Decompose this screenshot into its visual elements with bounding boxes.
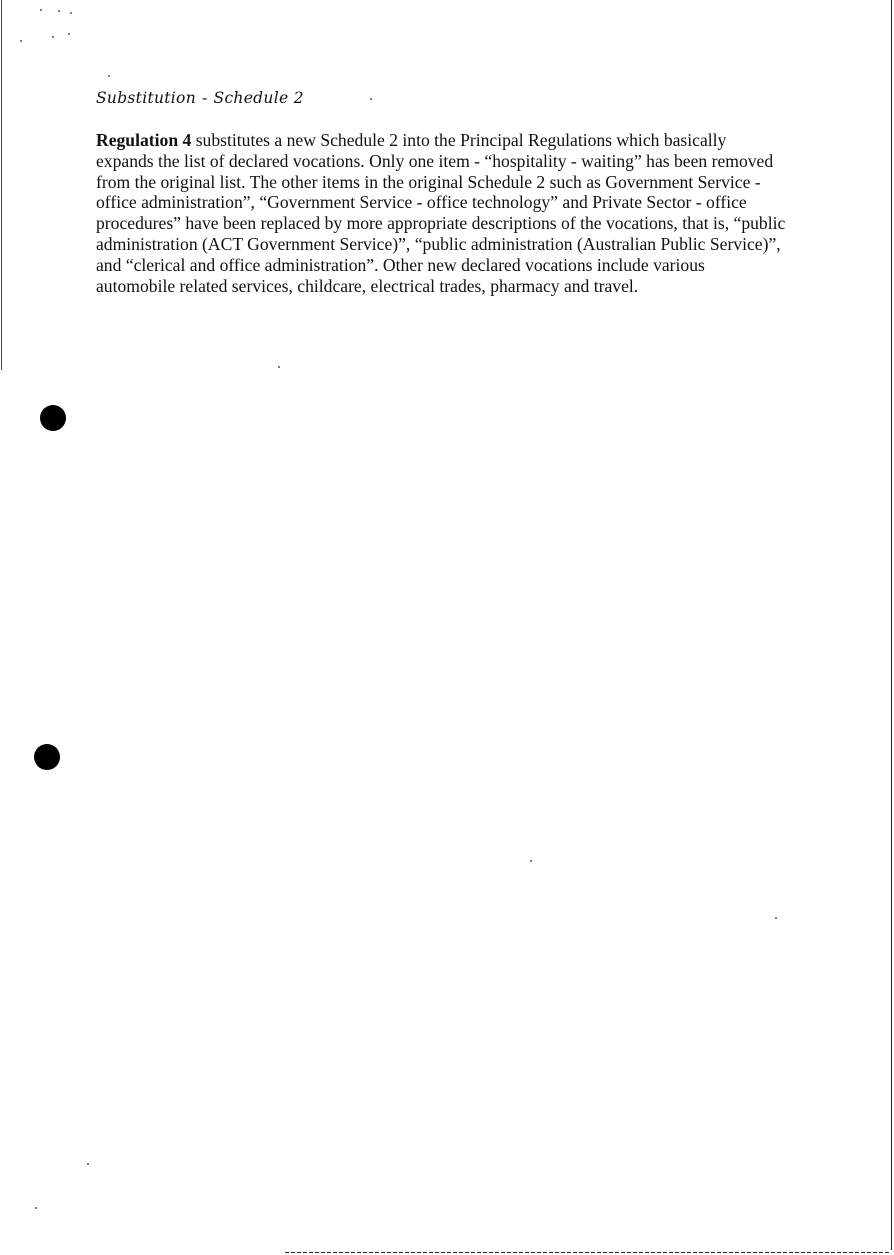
scan-speck — [52, 36, 54, 38]
heading-part-1: Substitution — [96, 89, 196, 107]
punch-hole — [40, 405, 66, 431]
heading-part-2: Schedule 2 — [213, 89, 304, 107]
scan-edge-bottom — [285, 1252, 890, 1253]
scan-edge-left — [1, 0, 2, 370]
heading-dash: - — [201, 89, 208, 107]
scan-speck — [370, 98, 372, 100]
punch-hole — [34, 744, 60, 770]
regulation-reference: Regulation 4 — [96, 130, 192, 150]
scan-speck — [70, 12, 72, 14]
scan-speck — [530, 860, 532, 862]
scan-speck — [20, 40, 22, 42]
scan-edge-right — [891, 0, 892, 1250]
body-paragraph — [96, 130, 786, 296]
scan-speck — [87, 1163, 89, 1165]
scan-speck — [35, 1207, 37, 1209]
paragraph-text: substitutes a new Schedule 2 into the Principal Regulations which basically expands the list of declared vocations. Only one item - “hospitality - waiting” has been removed from the original list. The other items in the original Schedule 2 such as Government Service - office administration”, “Government Service - office technology” and Private Sector - office procedures” have been replaced by more appropriate descriptions of the vocations, that is, “public administration (ACT Government Service)”, “public administration (Australian Public Service)”, and “clerical and office administration”. Other new declared vocations include various automobile related services, childcare, electrical trades, pharmacy and travel. — [96, 130, 786, 296]
scan-speck — [40, 9, 42, 11]
scan-speck — [108, 75, 110, 77]
section-heading — [96, 89, 304, 107]
scan-speck — [775, 917, 777, 919]
scan-speck — [58, 10, 60, 12]
scan-speck — [68, 33, 70, 35]
scan-speck — [278, 366, 280, 368]
